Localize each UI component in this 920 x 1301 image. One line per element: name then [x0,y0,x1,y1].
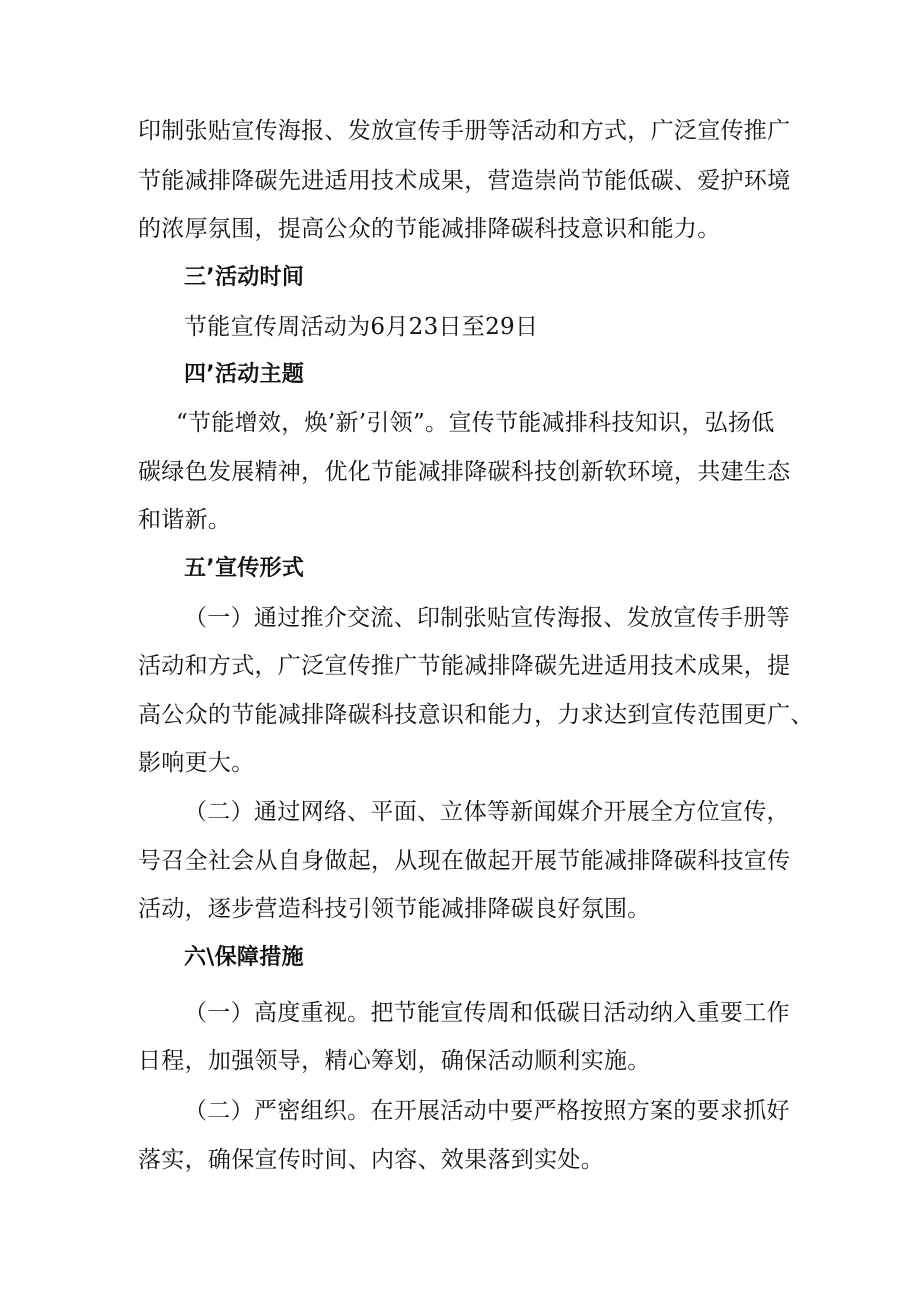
paragraph-line: “节能增效，焕’新’引领”。宣传节能减排科技知识，弘扬低 [176,410,775,436]
paragraph-line: 影响更大。 [138,750,255,776]
paragraph-line: 日程，加强领导，精心筹划，确保活动顺利实施。 [138,1048,651,1074]
section-heading-publicity-form: 五’宣传形式 [184,556,305,581]
section-heading-activity-theme: 四’活动主题 [184,362,305,387]
paragraph-line: 印制张贴宣传海报、发放宣传手册等活动和方式，广泛宣传推广 [138,118,791,144]
paragraph-line: 号召全社会从自身做起，从现在做起开展节能减排降碳科技宣传 [138,848,791,874]
paragraph-line: （一）高度重视。把节能宣传周和低碳日活动纳入重要工作 [184,1000,790,1026]
paragraph-line: 节能减排降碳先进适用技术成果，营造崇尚节能低碳、爱护环境 [138,168,791,194]
paragraph-line: 和谐新。 [138,507,232,533]
paragraph-line: 碳绿色发展精神，优化节能减排降碳科技创新软环境，共建生态 [138,459,791,485]
paragraph-line: 的浓厚氛围，提高公众的节能减排降碳科技意识和能力。 [138,216,721,242]
paragraph-line: 节能宣传周活动为6月23日至29日 [184,314,539,340]
paragraph-line: 活动和方式，广泛宣传推广节能减排降碳先进适用技术成果，提 [138,653,791,679]
paragraph-line: （二）通过网络、平面、立体等新闻媒介开展全方位宣传， [184,799,790,825]
paragraph-line: 落实，确保宣传时间、内容、效果落到实处。 [138,1147,604,1173]
section-heading-safeguards: 六\保障措施 [184,945,304,970]
paragraph-line: 高公众的节能减排降碳科技意识和能力，力求达到宣传范围更广、 [138,702,814,728]
section-heading-activity-time: 三’活动时间 [184,265,305,290]
paragraph-line: 活动，逐步营造科技引领节能减排降碳良好氛围。 [138,896,651,922]
paragraph-line: （二）严密组织。在开展活动中要严格按照方案的要求抓好 [184,1098,790,1124]
paragraph-line: （一）通过推介交流、印制张贴宣传海报、发放宣传手册等 [184,605,790,631]
